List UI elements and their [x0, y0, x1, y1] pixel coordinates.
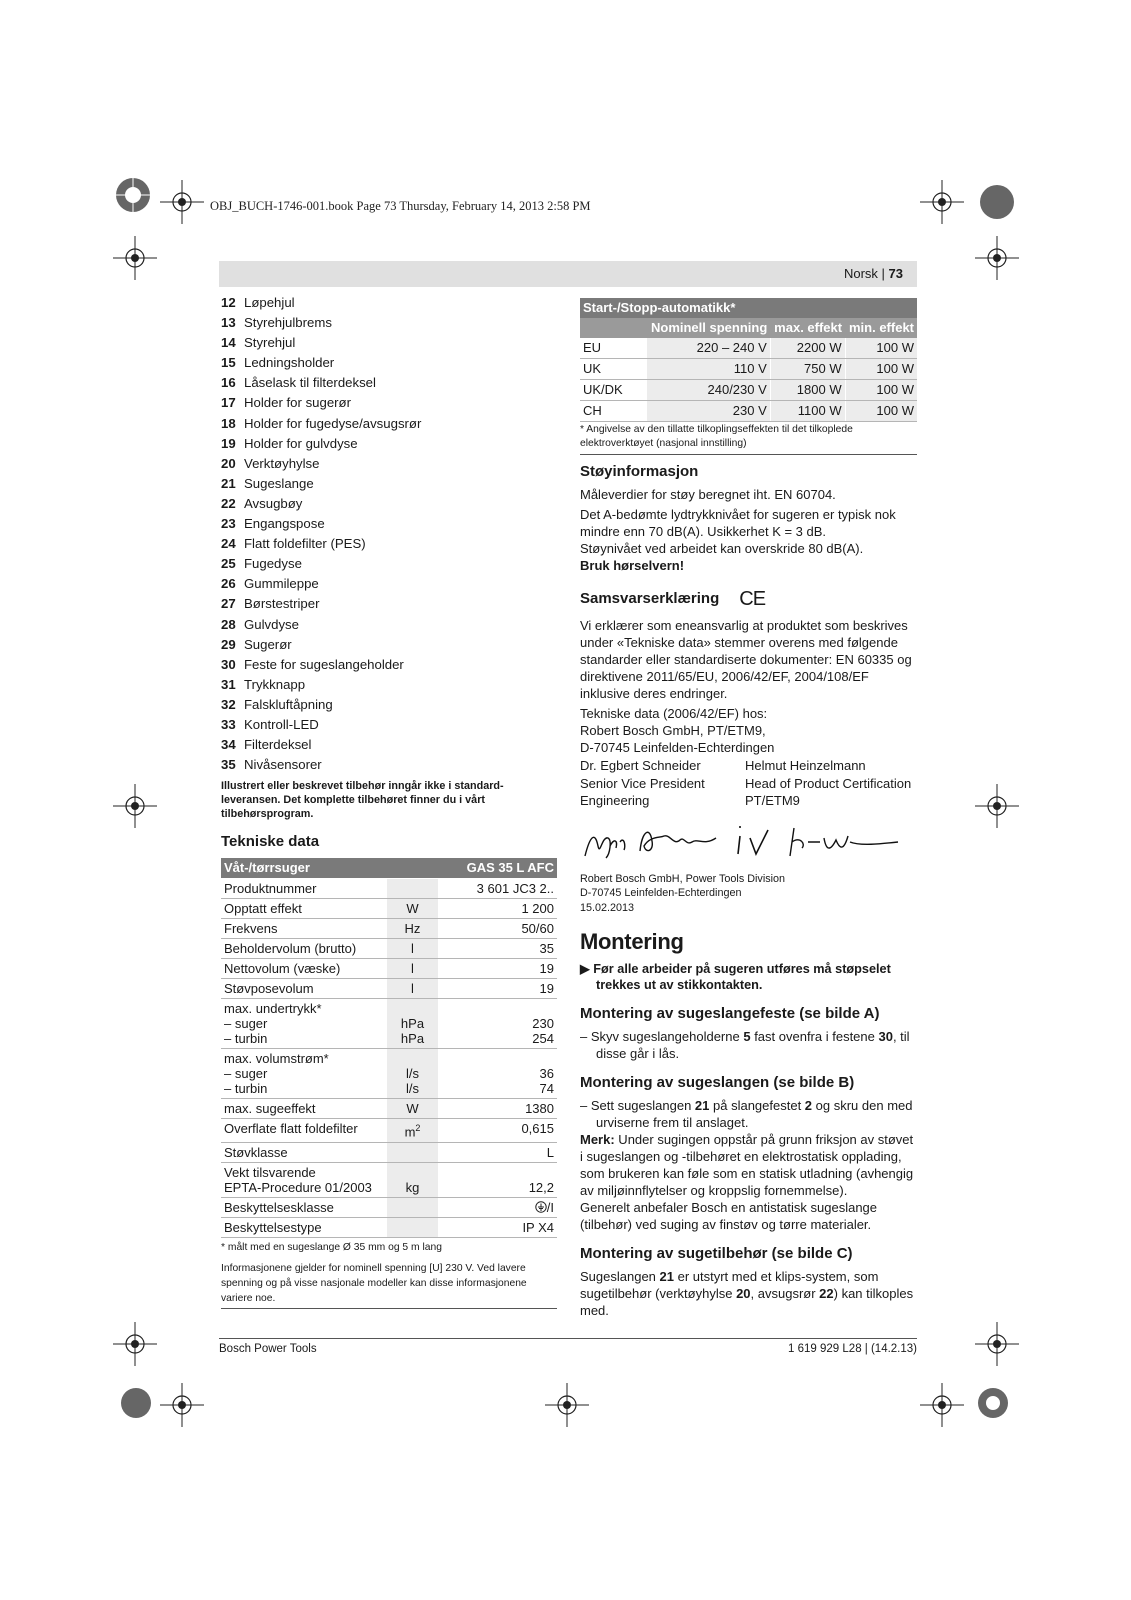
part-number: 23 [221, 516, 236, 532]
tech-head-right: GAS 35 L AFC [438, 858, 557, 879]
tech-value: 1 200 [438, 899, 557, 919]
part-number: 19 [221, 435, 236, 451]
part-item [221, 737, 557, 757]
crosshair-mark-right-top [975, 236, 1019, 280]
part-label: Holder for sugerør [244, 395, 352, 411]
part-item [221, 677, 557, 697]
tech-label: Nettovolum (væske) [221, 959, 387, 979]
startstop-voltage: 110 V [647, 359, 771, 380]
tech-data-heading: Tekniske data [221, 833, 320, 851]
crosshair-mark-bottom-2 [545, 1383, 589, 1427]
part-label: Nivåsensorer [244, 757, 322, 773]
startstop-country: UK/DK [580, 380, 647, 401]
tech-unit: l [387, 979, 438, 999]
parts-list [221, 295, 557, 777]
company-date: 15.02.2013 [580, 901, 635, 914]
tech-unit: Hz [387, 919, 438, 939]
footer-left: Bosch Power Tools [219, 1343, 317, 1355]
mounting-general: Generelt anbefaler Bosch en antistatisk sugeslange (tilbehør) ved suging av finstøv og tørre materialer. [580, 1200, 878, 1232]
mounting-c-heading: Montering av sugetilbehør (se bilde C) [580, 1245, 853, 1262]
tech-label: Støvposevolum [221, 979, 387, 999]
tech-value: 1380 [438, 1099, 557, 1119]
noise-p1: Måleverdier for støy beregnet iht. EN 60704. [580, 487, 836, 502]
tech-row [221, 1119, 557, 1142]
header-language: Norsk [843, 266, 878, 281]
part-item [221, 757, 557, 777]
registration-mark-top-left [113, 175, 153, 215]
conformity-p2c: D-70745 Leinfelden-Echterdingen [580, 740, 775, 755]
part-label: Styrehjul [244, 335, 296, 351]
part-number: 34 [221, 737, 236, 753]
tech-label: Beskyttelsesklasse [221, 1197, 387, 1217]
crosshair-mark-right-mid [975, 784, 1019, 828]
part-label: Fugedyse [244, 556, 302, 572]
tech-value: 19 [438, 959, 557, 979]
crosshair-mark-left-mid [113, 784, 157, 828]
part-number: 12 [221, 295, 236, 310]
crosshair-mark-left-bottom [113, 1322, 157, 1366]
startstop-country: UK [580, 359, 647, 380]
part-label: Engangspose [244, 516, 325, 532]
part-number: 28 [221, 616, 236, 632]
part-number: 30 [221, 656, 236, 672]
startstop-max: 750 W [770, 359, 845, 380]
tech-row [221, 919, 557, 939]
part-item [221, 395, 557, 415]
part-item [221, 617, 557, 637]
crosshair-mark-left-top [113, 236, 157, 280]
part-number: 14 [221, 335, 236, 351]
tech-unit [387, 1142, 438, 1162]
part-item [221, 315, 557, 335]
tech-unit: kg [387, 1162, 438, 1197]
signatories [580, 757, 917, 810]
company-line1: Robert Bosch GmbH, Power Tools Division [580, 872, 786, 885]
part-label: Holder for fugedyse/avsugsrør [244, 415, 422, 431]
tech-row [221, 899, 557, 919]
tech-data-table [221, 858, 557, 1237]
noise-p2: Det A-bedømte lydtrykknivået for sugeren er typisk nok mindre enn 70 dB(A). Usikkerhet K = 3 dB. [580, 507, 896, 539]
crosshair-mark-bottom-3 [920, 1383, 964, 1427]
tech-value: IP X4 [438, 1217, 557, 1237]
tech-row [221, 939, 557, 959]
signer1-dept: Engineering [580, 793, 650, 808]
tech-label: Produktnummer [221, 879, 387, 899]
startstop-col-voltage: Nominell spenning [647, 318, 771, 338]
part-number: 13 [221, 315, 236, 331]
startstop-row [580, 338, 917, 359]
footer-right: 1 619 929 L28 | (14.2.13) [788, 1343, 917, 1355]
tech-footnote: * målt med en sugeslange Ø 35 mm og 5 m lang [221, 1241, 442, 1253]
tech-unit: l [387, 939, 438, 959]
part-item [221, 295, 557, 315]
conformity-heading: Samsvarserklæring [580, 590, 720, 607]
part-label: Låselask til filterdeksel [244, 375, 376, 391]
tech-unit [387, 879, 438, 899]
mounting-a-step: – Skyv sugeslangeholderne 5 fast ovenfra i festene 30, til disse går i lås. [580, 1029, 910, 1061]
part-item [221, 516, 557, 536]
crosshair-mark-bottom-1 [160, 1383, 204, 1427]
part-number: 27 [221, 596, 236, 612]
tech-value: 35 [438, 939, 557, 959]
tech-value: 50/60 [438, 919, 557, 939]
part-number: 17 [221, 395, 236, 411]
noise-p4: Bruk hørselvern! [580, 558, 685, 573]
part-item [221, 536, 557, 556]
left-column [221, 295, 557, 1309]
part-label: Holder for gulvdyse [244, 435, 358, 451]
part-label: Sugerør [244, 636, 292, 652]
part-item [221, 476, 557, 496]
part-item [221, 697, 557, 717]
tech-row [221, 1099, 557, 1119]
startstop-max: 2200 W [770, 338, 845, 359]
part-number: 29 [221, 636, 236, 652]
mounting-a-heading: Montering av sugeslangefeste (se bilde A) [580, 1005, 880, 1022]
crosshair-mark-top-2 [920, 180, 964, 224]
tech-row [221, 1142, 557, 1162]
tech-value: 230 254 [438, 999, 557, 1049]
tech-label: Frekvens [221, 919, 387, 939]
tech-label: Støvklasse [221, 1142, 387, 1162]
ground-symbol-icon [535, 1201, 547, 1213]
page-number: 73 [888, 266, 903, 281]
part-label: Falskluftåpning [244, 696, 333, 712]
part-item [221, 456, 557, 476]
tech-label: max. undertrykk* – suger – turbin [221, 999, 387, 1049]
tech-row [221, 979, 557, 999]
ce-mark: CE [739, 588, 766, 610]
signer1-name: Dr. Egbert Schneider [580, 758, 701, 773]
tech-unit: l [387, 959, 438, 979]
tech-row [221, 879, 557, 899]
company-line2: D-70745 Leinfelden-Echterdingen [580, 887, 742, 899]
signer1-title: Senior Vice President [580, 775, 705, 791]
startstop-row [580, 359, 917, 380]
startstop-row [580, 401, 917, 422]
startstop-min: 100 W [845, 380, 917, 401]
part-label: Løpehjul [244, 295, 295, 310]
part-number: 32 [221, 696, 236, 712]
registration-mark-top-right [977, 182, 1017, 222]
tech-value: 12,2 [438, 1162, 557, 1197]
tech-value: /I [438, 1197, 557, 1217]
part-label: Flatt foldefilter (PES) [244, 536, 366, 552]
tech-row [221, 999, 557, 1049]
tech-row [221, 1197, 557, 1217]
startstop-voltage: 220 – 240 V [647, 338, 771, 359]
part-label: Ledningsholder [244, 355, 335, 371]
registration-mark-bottom-right [975, 1385, 1011, 1421]
part-item [221, 637, 557, 657]
conformity-p1: Vi erklærer som eneansvarlig at produktet som beskrives under «Tekniske data» stemmer overens med følgende standarder eller standardiserte dokumenter: EN 60335 og direktivene 2011/65/EU, 2006/42/EF, 2004/108/EF inklusive deres endringer. [580, 618, 912, 701]
part-number: 33 [221, 716, 236, 732]
mounting-heading: Montering [580, 929, 684, 954]
startstop-title: Start-/Stopp-automatikk* [580, 298, 917, 318]
part-item [221, 596, 557, 616]
handwritten-signatures [580, 816, 910, 868]
part-item [221, 556, 557, 576]
tech-label: Beholdervolum (brutto) [221, 939, 387, 959]
part-number: 22 [221, 495, 236, 511]
mounting-b-heading: Montering av sugeslangen (se bilde B) [580, 1074, 855, 1091]
startstop-max: 1100 W [770, 401, 845, 422]
signer2-title: Head of Product Certification [745, 775, 912, 791]
startstop-voltage: 230 V [647, 401, 771, 422]
startstop-min: 100 W [845, 338, 917, 359]
right-column [580, 298, 917, 1319]
tech-info-note: Informasjonene gjelder for nominell spenning [U] 230 V. Ved lavere spenning og på visse nasjonale modeller kan disse informasjonene variere noe. [221, 1261, 557, 1309]
tech-unit: hPa hPa [387, 999, 438, 1049]
tech-row [221, 1049, 557, 1099]
part-label: Verktøyhylse [244, 455, 320, 471]
part-item [221, 416, 557, 436]
part-label: Børstestriper [244, 596, 320, 612]
crosshair-mark-top-1 [160, 180, 204, 224]
tech-value: 3 601 JC3 2.. [438, 879, 557, 899]
noise-heading: Støyinformasjon [580, 463, 699, 480]
tech-value: 0,615 [438, 1119, 557, 1142]
startstop-table [580, 298, 917, 422]
mounting-b-step: – Sett sugeslangen 21 på slangefestet 2 og skru den med urviserne frem til anslaget. [580, 1098, 913, 1130]
part-number: 20 [221, 455, 236, 471]
part-label: Feste for sugeslangeholder [244, 656, 404, 672]
accessory-note: Illustrert eller beskrevet tilbehør inngår ikke i standard-leveransen. Det komplette tilbehøret finner du i vårt tilbehørsprogram. [221, 780, 504, 821]
book-header: OBJ_BUCH-1746-001.book Page 73 Thursday, February 14, 2013 2:58 PM [210, 199, 591, 213]
part-number: 16 [221, 375, 236, 391]
signer2-name: Helmut Heinzelmann [745, 758, 866, 773]
part-label: Styrehjulbrems [244, 315, 332, 331]
startstop-country: EU [580, 338, 647, 359]
part-number: 21 [221, 475, 236, 491]
part-number: 35 [221, 757, 236, 773]
part-label: Avsugbøy [244, 495, 303, 511]
tech-unit: W [387, 1099, 438, 1119]
crosshair-mark-right-bottom [975, 1322, 1019, 1366]
part-label: Gulvdyse [244, 616, 299, 632]
noise-p3: Støynivået ved arbeidet kan overskride 80 dB(A). [580, 541, 864, 556]
mounting-note: Merk: Under sugingen oppstår på grunn friksjon av støvet i sugeslangen og -tilbehøret en elektrostatisk opplading, som brukeren kan føle som en statisk utladning (avhengig av miljøinnflytelser og kroppslig fornemmelse). [580, 1132, 914, 1198]
tech-value: L [438, 1142, 557, 1162]
conformity-p2a: Tekniske data (2006/42/EF) hos: [580, 706, 768, 721]
mounting-warning: ▶ Før alle arbeider på sugeren utføres må støpselet trekkes ut av stikkontakten. [580, 962, 891, 992]
footer-rule [219, 1338, 917, 1339]
startstop-max: 1800 W [770, 380, 845, 401]
part-item [221, 657, 557, 677]
part-label: Kontroll-LED [244, 716, 319, 732]
startstop-min: 100 W [845, 359, 917, 380]
tech-label: Opptatt effekt [221, 899, 387, 919]
part-item [221, 717, 557, 737]
part-item [221, 496, 557, 516]
tech-row [221, 959, 557, 979]
startstop-col-min: min. effekt [845, 318, 917, 338]
tech-label: max. sugeeffekt [221, 1099, 387, 1119]
tech-unit: W [387, 899, 438, 919]
part-item [221, 335, 557, 355]
part-item [221, 355, 557, 375]
startstop-country: CH [580, 401, 647, 422]
part-number: 26 [221, 576, 236, 592]
tech-unit [387, 1217, 438, 1237]
page-header-bar: Norsk | 73 [219, 261, 917, 287]
conformity-p2b: Robert Bosch GmbH, PT/ETM9, [580, 723, 766, 738]
part-item [221, 375, 557, 395]
part-number: 31 [221, 676, 236, 692]
tech-row [221, 1162, 557, 1197]
part-label: Gummileppe [244, 576, 319, 592]
part-item [221, 576, 557, 596]
tech-value: 19 [438, 979, 557, 999]
startstop-note: * Angivelse av den tillatte tilkoplingseffekten til det tilkoplede elektroverktøyet (nasjonal innstilling) [580, 422, 917, 455]
part-number: 25 [221, 556, 236, 572]
tech-head-left: Våt-/tørrsuger [221, 858, 438, 879]
part-number: 15 [221, 355, 236, 371]
tech-label: Overflate flatt foldefilter [221, 1119, 387, 1142]
part-label: Sugeslange [244, 475, 314, 491]
part-item [221, 436, 557, 456]
tech-label: Vekt tilsvarende EPTA-Procedure 01/2003 [221, 1162, 387, 1197]
tech-label: Beskyttelsestype [221, 1217, 387, 1237]
mounting-c-text: Sugeslangen 21 er utstyrt med et klips-system, som sugetilbehør (verktøyhylse 20, avsugsrør 22) kan tilkoples med. [580, 1269, 914, 1318]
startstop-min: 100 W [845, 401, 917, 422]
tech-unit: l/s l/s [387, 1049, 438, 1099]
tech-unit: $m^2$ [387, 1119, 438, 1142]
part-label: Trykknapp [244, 676, 306, 692]
part-label: Filterdeksel [244, 737, 312, 753]
tech-value: 36 74 [438, 1049, 557, 1099]
part-number: 18 [221, 415, 236, 431]
part-number: 24 [221, 536, 236, 552]
signer2-dept: PT/ETM9 [745, 793, 800, 808]
tech-row [221, 1217, 557, 1237]
registration-mark-bottom-left [118, 1385, 154, 1421]
tech-label: max. volumstrøm* – suger – turbin [221, 1049, 387, 1099]
startstop-row [580, 380, 917, 401]
startstop-col-max: max. effekt [770, 318, 845, 338]
startstop-voltage: 240/230 V [647, 380, 771, 401]
